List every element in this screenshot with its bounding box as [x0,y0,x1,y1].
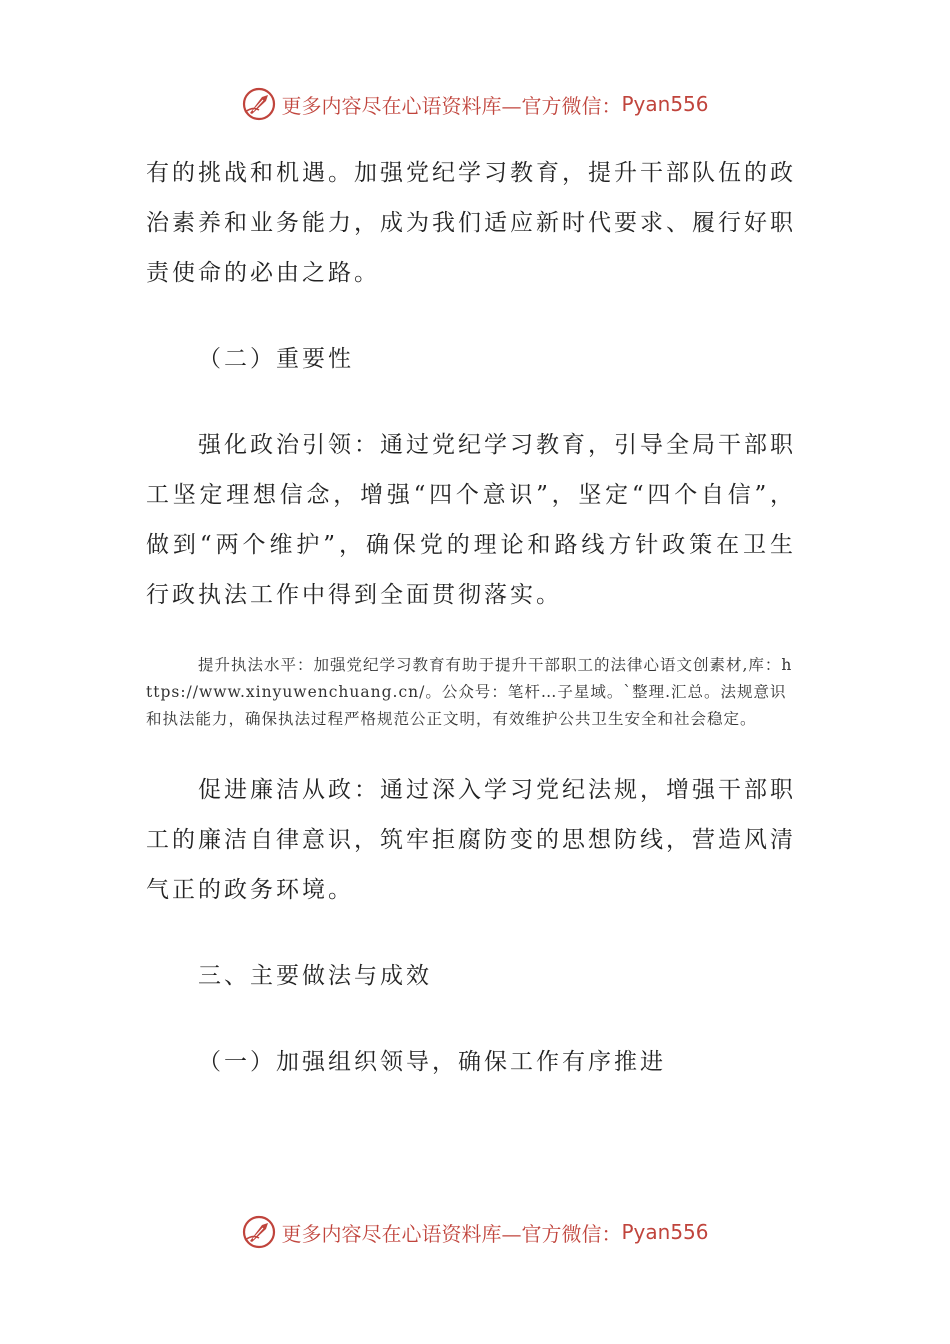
section-3-heading: 三、主要做法与成效 [198,963,432,989]
paragraph-2: 强化政治引领：通过党纪学习教育，引导全局干部职工坚定理想信念，增强“四个意识”，坚定“四个自信”，做到“两个维护”，确保党的理论和路线方针政策在卫生行政执法工作中得到全面贯彻落实。 [146,432,796,608]
banner-text: 更多内容尽在心语资料库—官方微信： [281,1221,622,1246]
document-body [146,148,796,1087]
banner-wechat-id: Pyan556 [621,1220,709,1244]
pen-nib-logo-icon [241,86,277,122]
section-2-heading: （二）重要性 [198,346,354,372]
banner-wechat-id: Pyan556 [621,92,709,116]
banner-text: 更多内容尽在心语资料库—官方微信： [281,93,622,118]
pen-nib-logo-icon [241,1214,277,1250]
footer-banner [0,1210,950,1254]
header-banner [0,82,950,126]
subsection-1-heading: （一）加强组织领导，确保工作有序推进 [198,1049,666,1075]
paragraph-3-small: 提升执法水平：加强党纪学习教育有助于提升干部职工的法律心语文创素材,库：https://www.xinyuwenchuang.cn/。公众号：笔杆…子星域。`整理.汇总。法规意识和执法能力，确保执法过程严格规范公正文明，有效维护公共卫生安全和社会稳定。 [146,656,793,728]
paragraph-1: 有的挑战和机遇。加强党纪学习教育，提升干部队伍的政治素养和业务能力，成为我们适应新时代要求、履行好职责使命的必由之路。 [146,160,796,286]
paragraph-4: 促进廉洁从政：通过深入学习党纪法规，增强干部职工的廉洁自律意识，筑牢拒腐防变的思想防线，营造风清气正的政务环境。 [146,777,796,903]
